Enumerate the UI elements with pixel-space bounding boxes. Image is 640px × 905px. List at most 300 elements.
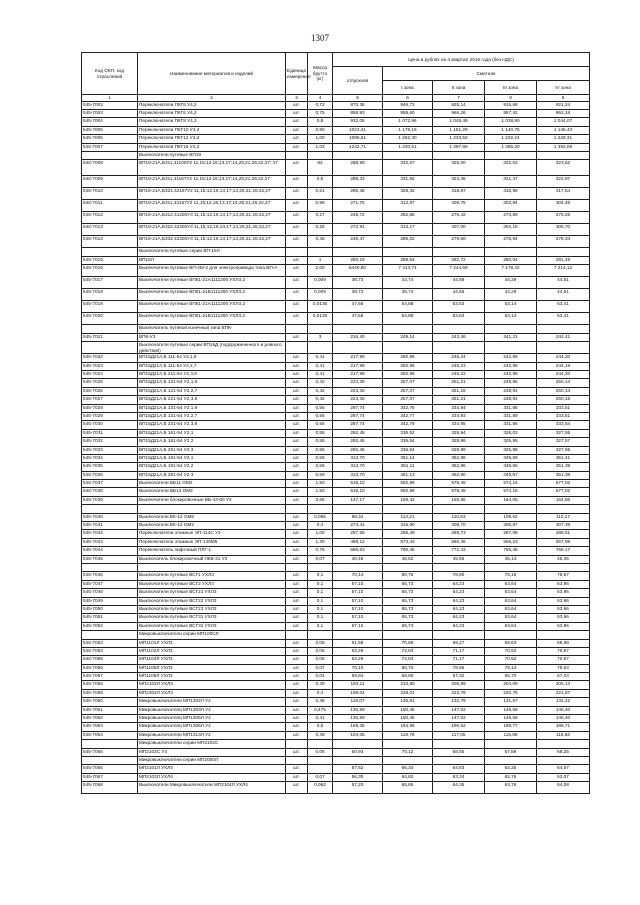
row-code: 545-7048 [82,589,138,597]
empty-cell [308,563,333,571]
price-zone2: 352,88 [433,454,485,462]
row-unit: шт. [286,200,308,212]
price-sales: 223,30 [333,396,383,404]
empty-cell [286,505,308,513]
price-sales: 57,10 [333,597,383,605]
price-sales: 217,99 [333,362,383,370]
table-row [82,412,590,420]
row-code: 545-7010 [82,188,138,200]
row-code: 545-7024 [82,371,138,379]
price-zone3: 44,29 [485,289,537,301]
price-zone3: 64,25 [485,765,537,773]
price-zone4: 63,96 [537,589,590,597]
price-zone3: 280,04 [485,256,537,264]
row-name: ВП19-21А,Б321,42167У2 11,15;12,16;13,17;14,25;21,26;22,27 [138,188,286,200]
price-sales: 57,10 [333,589,383,597]
price-zone1: 592,98 [383,480,433,488]
price-zone1: 210,80 [383,681,433,689]
price-sales: 47,68 [333,313,383,325]
row-name: Выключатели путевые ВСГ23 УХЛ3 [138,605,286,613]
row-mass: 0,06 [308,748,333,756]
price-zone4: 275,25 [537,212,590,224]
empty-cell [433,563,485,571]
price-sales: 57,10 [333,614,383,622]
price-zone2: 71,17 [433,656,485,664]
price-zone3: 322,02 [485,160,537,176]
row-name: ВП15Д21А,Б 191-54 У2,1 [138,454,286,462]
row-name: МП1106Л УХЛ3 [138,673,286,681]
header-code: Код ОКП, код отраслевой [82,53,138,95]
empty-cell [537,151,590,159]
price-zone4: 327,55 [537,429,590,437]
row-code: 545-7056 [82,664,138,672]
price-zone1: 54,88 [383,301,433,313]
empty-cell [485,151,537,159]
price-zone2: 64,23 [433,597,485,605]
row-mass: 0,1 [308,589,333,597]
row-code: 545-7062 [82,715,138,723]
empty-cell [308,505,333,513]
table-row [82,224,590,236]
row-unit: шт. [286,538,308,546]
empty-cell [333,756,383,764]
price-zone3: 1 140,75 [485,126,537,134]
price-sales: 57,10 [333,580,383,588]
price-zone3: 305,87 [485,522,537,530]
row-name: Выключатели путевые ВП-4М-2 для электропривода типа ВП-А [138,265,286,277]
row-unit: шт. [286,454,308,462]
row-name: Переключатели ПКГ6 У4,2 [138,110,286,118]
row-mass: 0,41 [308,362,333,370]
price-zone4: 70,87 [537,656,590,664]
row-mass: 0,39 [308,731,333,739]
price-zone1: 250,96 [383,371,433,379]
row-code: 545-7055 [82,656,138,664]
price-zone2: 305,75 [433,200,485,212]
row-name: ВП15Д21А,Б 231-54 У2,3,8 [138,421,286,429]
row-name: ВП15Д21А,Б 121-54 У2,1,6 [138,379,286,387]
section-row [82,151,590,159]
row-name: Переключатель лифтовый ПЛГ-1 [138,547,286,555]
price-zone1: 286,02 [383,236,433,248]
empty-cell [333,631,383,639]
header-zone2: II зона [433,81,485,95]
row-mass: 3,65 [308,496,333,504]
price-zone2: 222,79 [433,689,485,697]
column-index: 4 [308,95,333,102]
row-code: 545-7063 [82,723,138,731]
row-unit: шт. [286,580,308,588]
table-row [82,706,590,714]
row-unit: шт. [286,333,308,341]
row-unit: шт. [286,723,308,731]
price-zone3: 316,96 [485,188,537,200]
table-row [82,614,590,622]
price-zone1: 282,86 [383,212,433,224]
header-zone4: IV зона [537,81,590,95]
table-row [82,765,590,773]
row-unit: шт. [286,664,308,672]
row-name: Выключатель блокировочный ЛКБ-31 У3 [138,555,286,563]
price-zone4: 351,38 [537,471,590,479]
price-zone4: 67,03 [537,673,590,681]
header-name: Наименование материалов и изделий [138,53,286,95]
row-unit: шт. [286,782,308,794]
row-code: 545-7022 [82,354,138,362]
price-zone3: 63,64 [485,597,537,605]
row-name: Выключатели путевые ВСГ32 УХЛ3 [138,622,286,630]
row-unit: шт. [286,748,308,756]
table-row [82,265,590,277]
empty-cell [537,325,590,333]
price-sales: 39,73 [333,289,383,301]
section-row [82,248,590,256]
price-zone1: 342,76 [383,404,433,412]
row-code [82,341,138,353]
row-unit: шт. [286,597,308,605]
price-sales: 932,05 [333,118,383,126]
price-zone4: 351,39 [537,463,590,471]
row-unit: шт. [286,547,308,555]
table-row [82,782,590,794]
empty-cell [383,151,433,159]
price-zone3: 349,67 [485,471,537,479]
price-zone1: 361,11 [383,463,433,471]
empty-cell [286,248,308,256]
empty-cell [537,341,590,353]
price-zone4: 45,36 [537,555,590,563]
price-zone2: 251,21 [433,379,485,387]
column-index: 3 [286,95,308,102]
table-row [82,143,590,151]
row-mass: 0,41 [308,371,333,379]
empty-cell [383,631,433,639]
row-code: 545-7017 [82,277,138,289]
price-zone3: 204,09 [485,681,537,689]
price-zone2: 328,96 [433,438,485,446]
price-sales: 60,93 [333,748,383,756]
row-mass: 0,475 [308,706,333,714]
price-zone2: 334,95 [433,421,485,429]
table-row [82,530,590,538]
row-code: 545-7033 [82,446,138,454]
price-zone1: 946,73 [383,101,433,109]
row-name: ВП15Д21А,Б 121-54 У2,2,7 [138,387,286,395]
table-row [82,597,590,605]
price-zone1: 331,92 [383,176,433,188]
price-zone1: 336,52 [383,429,433,437]
row-unit: шт. [286,765,308,773]
price-zone3: 241,21 [485,333,537,341]
row-unit: шт. [286,605,308,613]
price-zone2: 276,42 [433,212,485,224]
row-code [82,325,138,333]
price-zone3: 66,70 [485,673,537,681]
row-unit: шт. [286,135,308,143]
price-zone4: 322,97 [537,176,590,188]
table-row [82,301,590,313]
table-row [82,429,590,437]
price-sales: 98,34 [333,513,383,521]
row-code: 545-7035 [82,463,138,471]
price-zone1: 336,54 [383,438,433,446]
price-zone1: 314,17 [383,224,433,236]
row-code: 545-7068 [82,782,138,794]
row-name: Переключатели ПКГ8 У4,2 [138,118,286,126]
row-unit: шт. [286,412,308,420]
row-mass: 0,35 [308,236,333,248]
row-name: МП2302Л УХЛ3 [138,689,286,697]
price-zone2: 352,86 [433,463,485,471]
empty-cell [433,756,485,764]
row-code: 545-7029 [82,412,138,420]
empty-cell [333,151,383,159]
price-zone2: 190,52 [433,723,485,731]
price-sales: 313,70 [333,471,383,479]
price-sales: 217,99 [333,354,383,362]
price-sales: 1096,51 [333,135,383,143]
price-zone1: 119,78 [383,731,433,739]
empty-cell [383,563,433,571]
price-sales: 223,39 [333,379,383,387]
row-name: Выключатели ВК-12 ОМ2 [138,522,286,530]
price-zone4: 63,96 [537,614,590,622]
price-zone3: 62,76 [485,773,537,781]
price-zone2: 44,66 [433,289,485,301]
price-sales: 130,69 [333,706,383,714]
price-zone4: 132,22 [537,698,590,706]
row-unit: шт. [286,110,308,118]
row-mass: 0,27 [308,212,333,224]
row-code: 545-7061 [82,706,138,714]
table-row [82,605,590,613]
row-code: 545-7002 [82,101,138,109]
row-name: Микровыключатели МП1313Л У2 [138,731,286,739]
row-unit: шт. [286,224,308,236]
price-zone3: 7 178,42 [485,265,537,277]
row-mass: 0,56 [308,421,333,429]
row-code: 545-7060 [82,698,138,706]
price-zone4: 110,17 [537,513,590,521]
price-zone1: 296,49 [383,530,433,538]
price-zone2: 579,46 [433,488,485,496]
empty-cell [286,631,308,639]
row-mass: 0,55 [308,429,333,437]
column-index: 1 [82,95,138,102]
row-code: 545-7016 [82,265,138,277]
row-mass: 2,00 [308,265,333,277]
price-zone3: 78,14 [485,664,537,672]
section-title: Выключатели путевые серии ВП-16Л [138,248,286,256]
table-row [82,664,590,672]
row-mass: 0,75 [308,110,333,118]
row-name: ВП15Д21А,Б 161-54 У2,1 [138,429,286,437]
row-unit: шт. [286,656,308,664]
price-zone4: 250,13 [537,387,590,395]
price-zone1: 790,45 [383,547,433,555]
price-zone4: 244,20 [537,354,590,362]
price-zone4: 64,08 [537,782,590,794]
row-mass: 0,07 [308,555,333,563]
column-index: 9 [537,95,590,102]
row-mass: 0,55 [308,446,333,454]
price-sales: 1023,41 [333,126,383,134]
price-sales: 59,84 [333,673,383,681]
table-row [82,118,590,126]
price-zone2: 117,05 [433,731,485,739]
empty-cell [286,563,308,571]
price-zone1: 80,70 [383,664,433,672]
price-zone2: 560,36 [433,538,485,546]
table-row [82,555,590,563]
price-zone4: 557,99 [537,538,590,546]
empty-cell [433,740,485,748]
price-zone4: 278,33 [537,236,590,248]
empty-cell [333,740,383,748]
column-index: 8 [485,95,537,102]
price-zone4: 68,98 [537,639,590,647]
empty-cell [383,325,433,333]
price-zone3: 248,85 [485,379,537,387]
row-code: 545-7018 [82,289,138,301]
table-row [82,256,590,264]
price-zone3: 145,68 [485,715,537,723]
price-zone3: 331,86 [485,421,537,429]
price-sales: 104,05 [333,731,383,739]
table-row [82,681,590,689]
price-zone2: 165,56 [433,496,485,504]
row-code: 545-7047 [82,580,138,588]
table-row [82,404,590,412]
row-code: 545-7050 [82,605,138,613]
price-zone2: 1 397,89 [433,143,485,151]
price-sales: 245,72 [333,212,383,224]
price-zone2: 245,24 [433,354,485,362]
price-zone1: 257,07 [383,379,433,387]
price-zone3: 325,95 [485,438,537,446]
row-name: ВП19-21А,Б312,41200У3 11,15;12,16;13,17;14,25;21,26;22,27 [138,212,286,224]
row-unit: шт. [286,639,308,647]
price-zone4: 327,57 [537,438,590,446]
table-row [82,673,590,681]
price-zone1: 66,34 [383,765,433,773]
price-zone3: 44,29 [485,277,537,289]
price-zone3: 131,57 [485,698,537,706]
price-zone3: 915,68 [485,101,537,109]
price-zone4: 68,25 [537,748,590,756]
price-zone4: 205,13 [537,681,590,689]
price-zone1: 7 413,74 [383,265,433,277]
row-code: 545-7037 [82,480,138,488]
price-sales: 38,73 [333,277,383,289]
row-name: Выключатели путевые ВСГ22 УХЛ3 [138,597,286,605]
empty-cell [333,341,383,353]
price-sales: 250,19 [333,256,383,264]
table-row [82,622,590,630]
row-code: 545-7043 [82,538,138,546]
row-name: МП2102Л УХЛ4 [138,773,286,781]
empty-cell [308,756,333,764]
table-row [82,176,590,188]
price-zone2: 68,55 [433,748,485,756]
row-name: ВП19-21А,Б322,42200У3 11,15;12,16;13,17;14,25;21,26;22,27 [138,224,286,236]
row-name: Выключатели блокировочные ВБ-43-00 У3 [138,496,286,504]
table-row [82,101,590,109]
price-zone3: 1 385,20 [485,143,537,151]
table-row [82,572,590,580]
row-name: МП1105Л УХЛ3 [138,664,286,672]
row-code [82,151,138,159]
price-zone2: 132,79 [433,698,485,706]
price-zone4: 351,41 [537,454,590,462]
price-zone4: 63,96 [537,622,590,630]
row-name: Выключатели путевые ВП61-21Б1111200 УХЛ3,2 [138,289,286,301]
row-code: 545-7031 [82,429,138,437]
price-zone2: 7 244,69 [433,265,485,277]
price-zone4: 78,53 [537,664,590,672]
row-name: Выключатели ВБ12 ОМ2 [138,488,286,496]
section-title: Микровыключатели серии МП2000Л [138,756,286,764]
price-zone4: 327,55 [537,446,590,454]
price-zone2: 308,70 [433,522,485,530]
price-zone2: 64,23 [433,580,485,588]
empty-cell [537,563,590,571]
row-name: МП2101Л УХЛ4 [138,765,286,773]
row-name: Микровыключатели МП1303Л У2 [138,706,286,714]
header-zone1: I зона [383,81,433,95]
row-name: ВП15Д21А,Б 261-54 У2,3 [138,446,286,454]
row-code: 545-7014 [82,236,138,248]
price-zone4: 577,02 [537,480,590,488]
price-zone1: 1 430,61 [383,143,433,151]
price-zone2: 289,73 [433,530,485,538]
table-row [82,277,590,289]
empty-cell [433,505,485,513]
table-row [82,698,590,706]
price-zone4: 164,86 [537,496,590,504]
row-unit: шт. [286,256,308,264]
row-mass: 0,009 [308,289,333,301]
price-zone3: 164,05 [485,496,537,504]
price-zone3: 302,94 [485,200,537,212]
row-mass: 0,42 [308,379,333,387]
price-zone4: 333,51 [537,412,590,420]
header-estimate: Сметная [383,67,590,81]
price-sales: 57,20 [333,782,383,794]
row-code [82,248,138,256]
price-zone4: 1 044,07 [537,118,590,126]
price-zone3: 242,98 [485,371,537,379]
row-code: 545-7023 [82,362,138,370]
row-code [82,631,138,639]
price-zone4: 281,49 [537,256,590,264]
price-sales: 118,07 [333,698,383,706]
price-zone2: 63,34 [433,773,485,781]
table-row [82,362,590,370]
empty-cell [333,248,383,256]
row-name: Переключатели ПКГ10 У4,2 [138,126,286,134]
header-sales: отпускная [333,67,383,95]
section-row [82,740,590,748]
row-mass: 0,04 [308,673,333,681]
price-zone2: 1 233,52 [433,135,485,143]
price-zone2: 251,21 [433,396,485,404]
row-mass: 0,4 [308,689,333,697]
table-row [82,480,590,488]
row-unit: шт. [286,673,308,681]
row-code: 545-7036 [82,471,138,479]
price-zone3: 63,76 [485,782,537,794]
